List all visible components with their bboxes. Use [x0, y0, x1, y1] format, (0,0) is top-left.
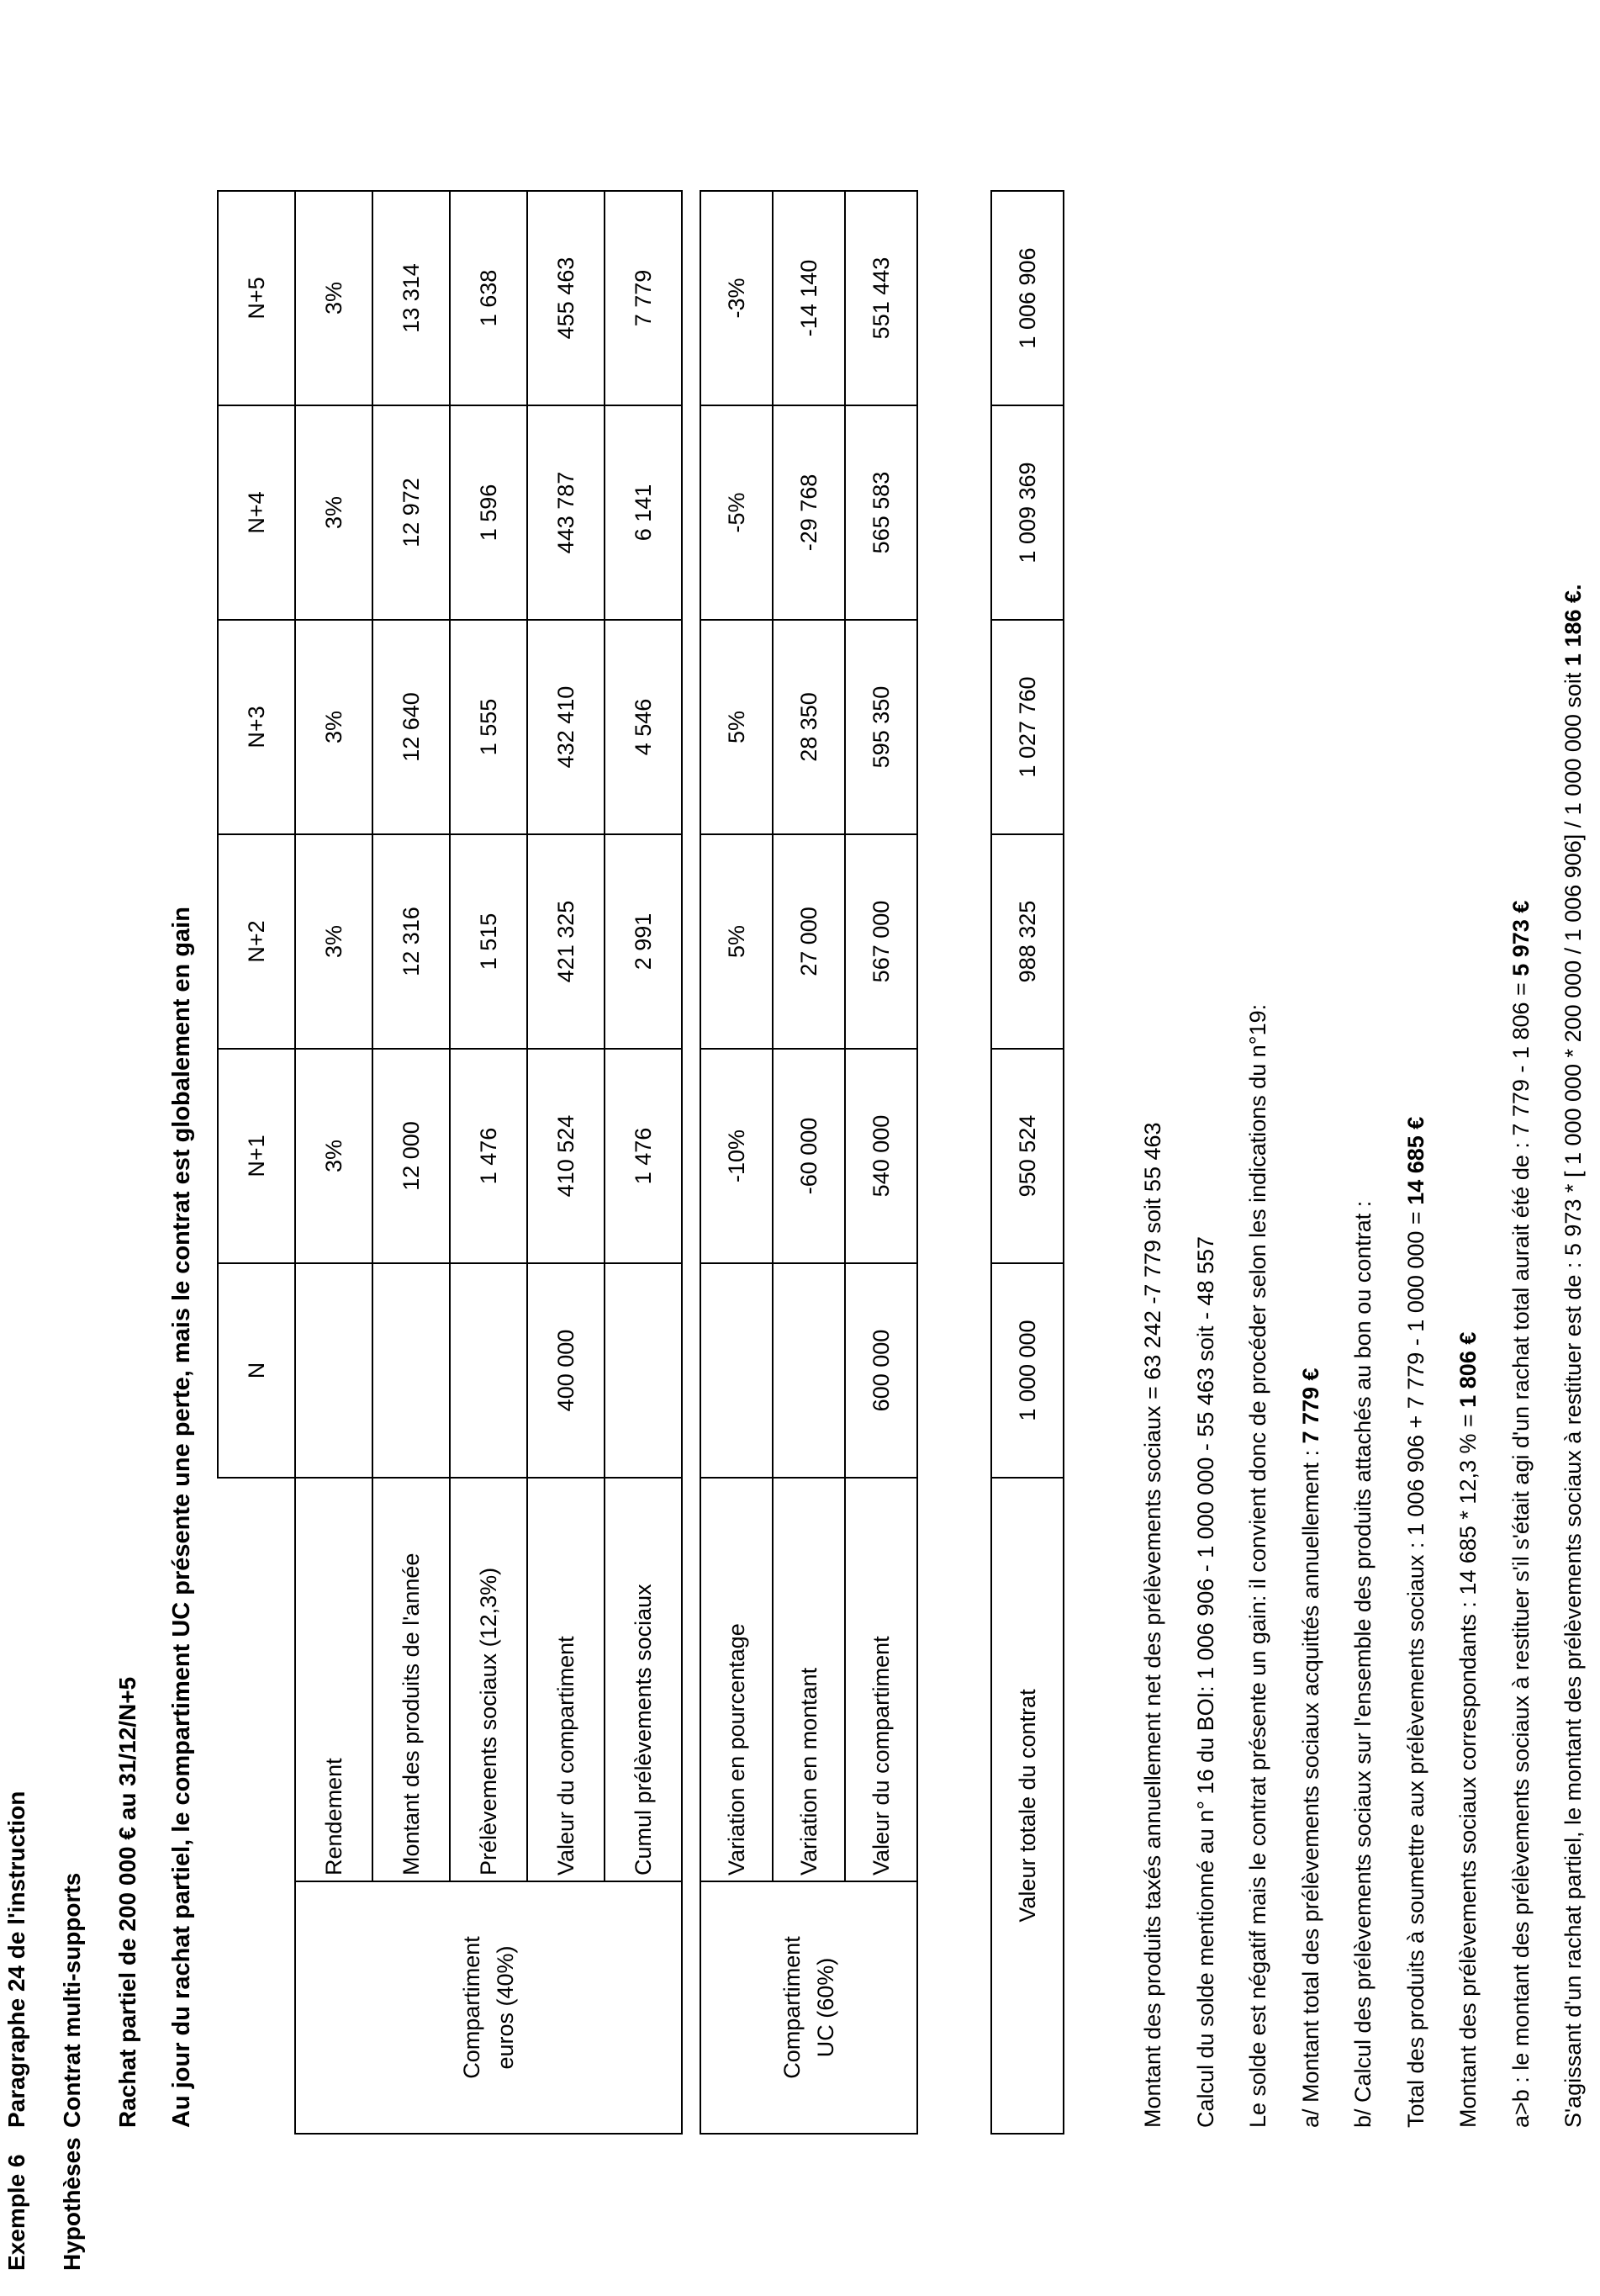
table-cell: 1 006 906 [991, 191, 1064, 405]
row-label: Rendement [295, 1478, 372, 1881]
table-cell: 27 000 [773, 834, 845, 1049]
table-cell [450, 1263, 527, 1478]
uc-group-label [700, 1881, 917, 2134]
table-cell: 5% [700, 834, 773, 1049]
row-label: Valeur du compartiment [845, 1478, 917, 1881]
table-cell: 1 009 369 [991, 405, 1064, 620]
note-text: S'agissant d'un rachat partiel, le montant des prélèvements sociaux à restituer est de : 5 973 * [ 1 000 000 * 200 000 / 1 006 906] / 1 000 000 soit [1560, 666, 1586, 2128]
table-cell: 28 350 [773, 620, 845, 834]
note-line-5: b/ Calcul des prélèvements sociaux sur l'ensemble des produits attachés au bon ou contrat : [1350, 1200, 1376, 2128]
uc-compartment-table [700, 190, 918, 2135]
table-cell: 400 000 [527, 1263, 605, 1478]
table-cell: 3% [295, 405, 372, 620]
table-row [295, 191, 372, 2134]
note-text: Montant des prélèvements sociaux correspondants : 14 685 * 12,3 % = [1455, 1407, 1481, 2128]
table-cell: 600 000 [845, 1263, 917, 1478]
contract-type: Contrat multi-supports [59, 1872, 85, 2128]
table-cell: 12 640 [372, 620, 450, 834]
table-row [773, 191, 845, 2134]
table-cell: 2 991 [605, 834, 682, 1049]
table-cell: 432 410 [527, 620, 605, 834]
note-result: 14 685 € [1402, 1116, 1428, 1205]
total-row [991, 191, 1064, 2134]
table-cell: 1 638 [450, 191, 527, 405]
table-cell: 3% [295, 834, 372, 1049]
example-label: Exemple 6 [3, 2154, 29, 2271]
uc-group-label-line1: Compartiment [779, 1936, 805, 2079]
table-row [700, 191, 773, 2134]
table-cell: -60 000 [773, 1049, 845, 1263]
table-cell: -10% [700, 1049, 773, 1263]
table-cell: 540 000 [845, 1049, 917, 1263]
year-header-row [218, 191, 295, 2134]
table-cell: 5% [700, 620, 773, 834]
table-cell [605, 1263, 682, 1478]
calculation-notes [1127, 25, 1600, 2128]
table-cell: 1 515 [450, 834, 527, 1049]
table-cell: -3% [700, 191, 773, 405]
table-cell [295, 1263, 372, 1478]
note-result: 1 806 € [1455, 1331, 1481, 1408]
table-cell: 4 546 [605, 620, 682, 834]
table-cell: 12 000 [372, 1049, 450, 1263]
year-header: N+1 [218, 1049, 295, 1263]
note-text: Total des produits à soumettre aux prélèvements sociaux : 1 006 906 + 7 779 - 1 000 000 = [1402, 1204, 1428, 2128]
table-cell: 455 463 [527, 191, 605, 405]
euros-group-label-line1: Compartiment [459, 1936, 484, 2079]
table-cell: 12 972 [372, 405, 450, 620]
note-line-2: Calcul du solde mentionné au n° 16 du BOI: 1 006 906 - 1 000 000 - 55 463 soit - 48 557 [1192, 1235, 1218, 2128]
year-header: N+4 [218, 405, 295, 620]
table-cell: 7 779 [605, 191, 682, 405]
row-label: Cumul prélèvements sociaux [605, 1478, 682, 1881]
total-row-label: Valeur totale du contrat [991, 1478, 1064, 2134]
note-result: 5 973 € [1508, 900, 1534, 976]
table-cell: 1 555 [450, 620, 527, 834]
note-text: a/ Montant total des prélèvements sociaux acquittés annuellement : [1297, 1443, 1323, 2128]
row-label: Prélèvements sociaux (12,3%) [450, 1478, 527, 1881]
note-line-1: Montant des produits taxés annuellement net des prélèvements sociaux = 63 242 -7 779 soit 55 463 [1140, 1122, 1165, 2128]
row-label: Valeur du compartiment [527, 1478, 605, 1881]
note-line-4 [1285, 25, 1338, 2128]
table-row [372, 191, 450, 2134]
row-label: Variation en pourcentage [700, 1478, 773, 1881]
table-cell: 1 027 760 [991, 620, 1064, 834]
table-cell: 565 583 [845, 405, 917, 620]
note-line-9 [1547, 25, 1600, 2128]
note-line-6 [1390, 25, 1443, 2128]
year-header: N+3 [218, 620, 295, 834]
euros-compartment-table [217, 190, 683, 2135]
table-cell: 3% [295, 191, 372, 405]
table-cell [700, 1263, 773, 1478]
paragraph-reference: Paragraphe 24 de l'instruction [3, 1791, 29, 2128]
table-cell: 551 443 [845, 191, 917, 405]
table-cell: 950 524 [991, 1049, 1064, 1263]
table-cell: 1 000 000 [991, 1263, 1064, 1478]
table-cell: 6 141 [605, 405, 682, 620]
table-cell [773, 1263, 845, 1478]
row-label: Montant des produits de l'année [372, 1478, 450, 1881]
table-row [527, 191, 605, 2134]
note-text: a>b : le montant des prélèvements sociaux à restituer s'il s'était agi d'un rachat total aurait été de : 7 779 - 1 806 = [1508, 976, 1534, 2128]
table-cell: 410 524 [527, 1049, 605, 1263]
table-cell: 1 476 [450, 1049, 527, 1263]
note-result: 1 186 €. [1560, 584, 1586, 667]
row-label: Variation en montant [773, 1478, 845, 1881]
euros-group-label-line2: euros (40%) [493, 1945, 518, 2070]
table-row [845, 191, 917, 2134]
table-cell: 3% [295, 620, 372, 834]
table-cell [372, 1263, 450, 1478]
year-header: N+2 [218, 834, 295, 1049]
table-row [450, 191, 527, 2134]
table-cell: -29 768 [773, 405, 845, 620]
partial-buyback: Rachat partiel de 200 000 € au 31/12/N+5 [114, 1676, 140, 2128]
total-contract-table [990, 190, 1064, 2135]
table-cell: 595 350 [845, 620, 917, 834]
table-cell: 421 325 [527, 834, 605, 1049]
table-cell: 12 316 [372, 834, 450, 1049]
year-header: N+5 [218, 191, 295, 405]
year-header: N [218, 1263, 295, 1478]
table-cell: 1 476 [605, 1049, 682, 1263]
table-cell: 3% [295, 1049, 372, 1263]
table-cell: -5% [700, 405, 773, 620]
table-row [605, 191, 682, 2134]
uc-group-label-line2: UC (60%) [813, 1957, 838, 2058]
note-result: 7 779 € [1297, 1368, 1323, 1444]
table-cell: 1 596 [450, 405, 527, 620]
table-cell: 443 787 [527, 405, 605, 620]
note-line-8 [1495, 25, 1548, 2128]
note-line-7 [1442, 25, 1495, 2128]
table-cell: 567 000 [845, 834, 917, 1049]
table-cell: 13 314 [372, 191, 450, 405]
note-line-3: Le solde est négatif mais le contrat présente un gain: il convient donc de procéder selon les indications du n°19: [1245, 1003, 1270, 2128]
table-cell: 988 325 [991, 834, 1064, 1049]
situation-heading: Au jour du rachat partiel, le compartiment UC présente une perte, mais le contrat est globalement en gain [168, 907, 195, 2128]
table-cell: -14 140 [773, 191, 845, 405]
euros-group-label [295, 1881, 682, 2134]
hypotheses-label: Hypothèses [59, 2137, 85, 2271]
